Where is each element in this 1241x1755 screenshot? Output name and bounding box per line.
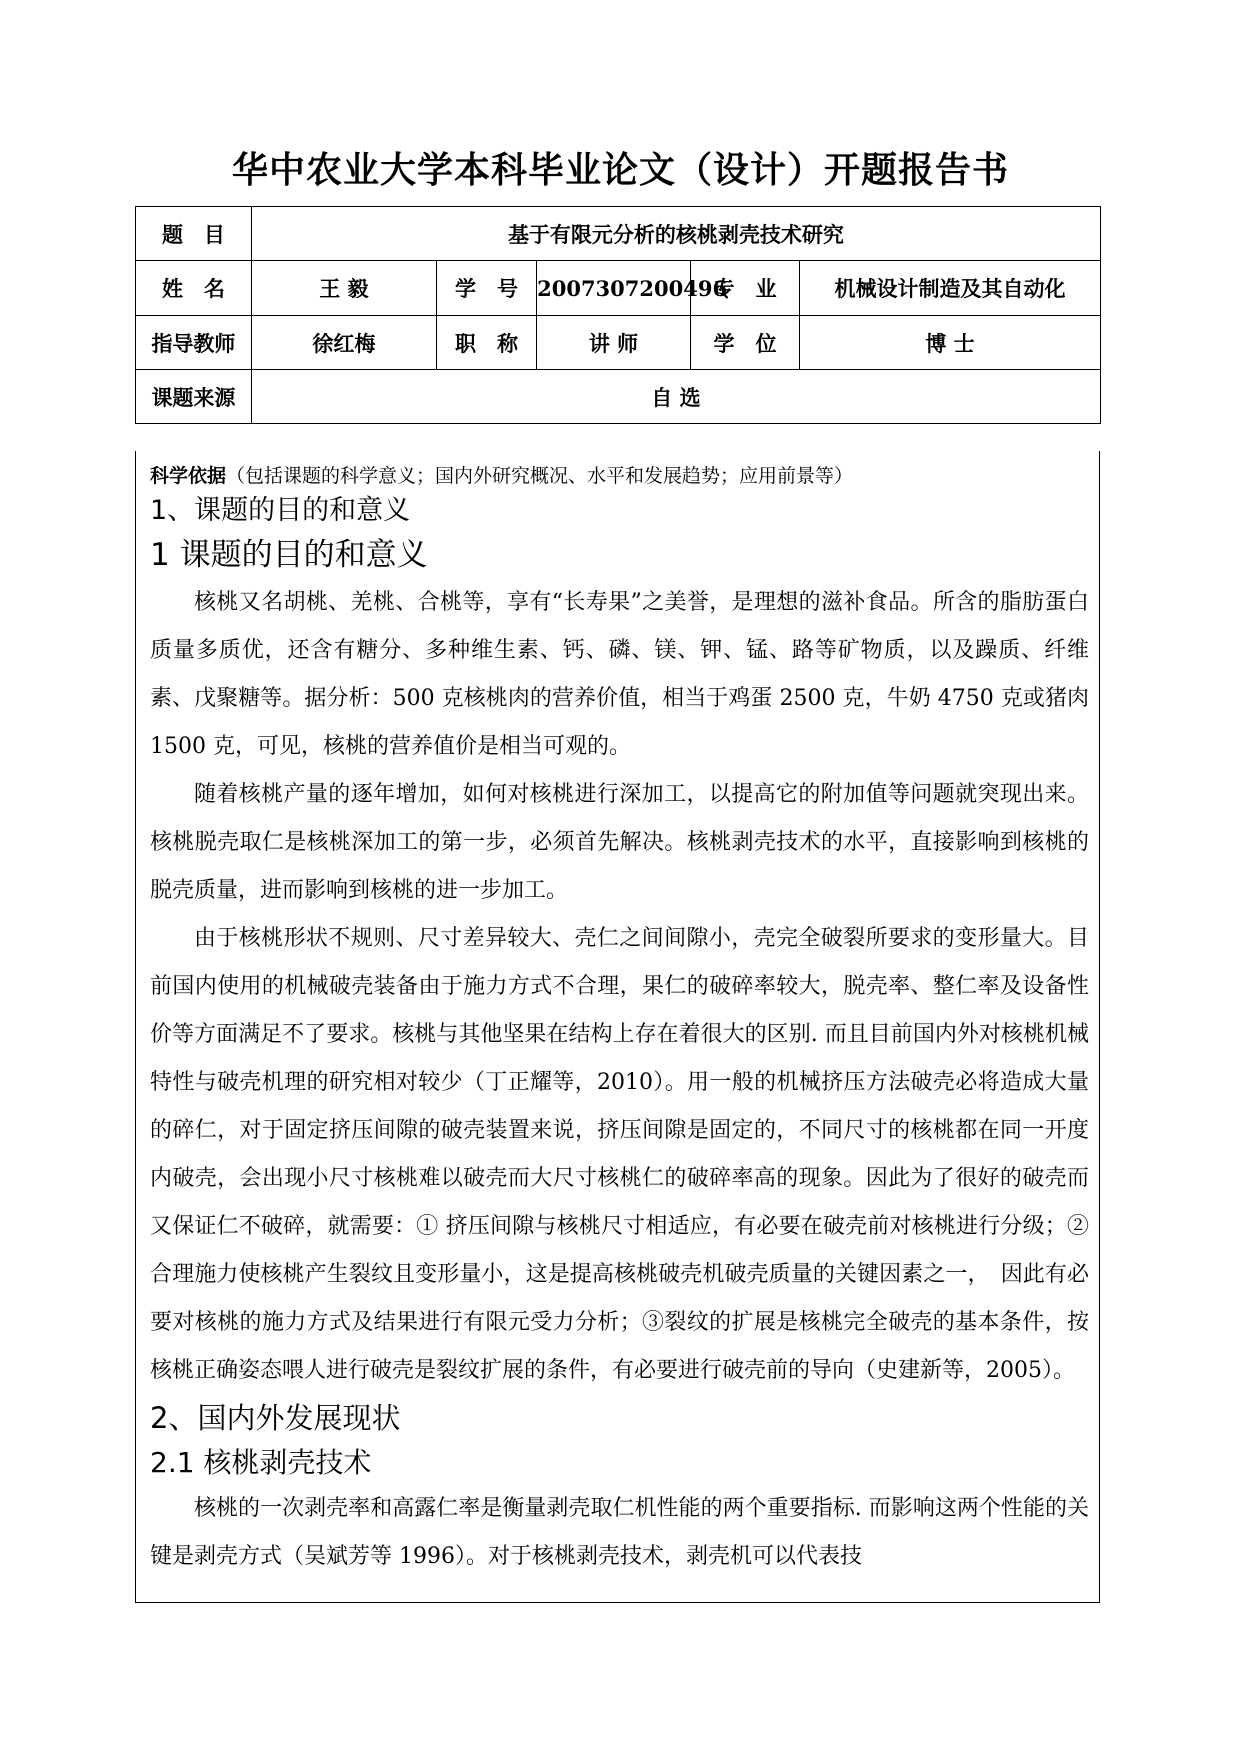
student-row: [136, 261, 1101, 316]
info-table: [135, 206, 1101, 424]
topic-label: 题 目: [136, 207, 252, 261]
degree-label: 学 位: [690, 316, 799, 370]
student-id-value: 2007307200496: [537, 261, 691, 316]
content-box: [135, 451, 1100, 1603]
document-title: 华中农业大学本科毕业论文（设计）开题报告书: [231, 150, 1009, 191]
heading-2: 2、国内外发展现状: [150, 1401, 401, 1435]
source-label: 课题来源: [136, 370, 252, 424]
advisor-label: 指导教师: [136, 316, 252, 370]
heading-1b: 1 课题的目的和意义: [150, 537, 428, 573]
student-id-label: 学 号: [436, 261, 536, 316]
major-value: 机械设计制造及其自动化: [800, 261, 1101, 316]
title-rank-value: 讲 师: [537, 316, 691, 370]
heading-2-1: 2.1 核桃剥壳技术: [150, 1446, 372, 1479]
title-rank-label: 职 称: [436, 316, 536, 370]
advisor-value: 徐红梅: [251, 316, 436, 370]
basis-label: 科学依据: [150, 465, 227, 487]
basis-note: （包括课题的科学意义；国内外研究概况、水平和发展趋势；应用前景等）: [226, 465, 854, 487]
paragraph-3: 由于核桃形状不规则、尺寸差异较大、壳仁之间间隙小，壳完全破裂所要求的变形量大。目前国内使用的机械破壳装备由于施力方式不合理，果仁的破碎率较大，脱壳率、整仁率及设备性价等方面满足不了要求。核桃与其他坚果在结构上存在着很大的区别. 而且目前国内外对核桃机械特性与破壳机理的研究相对较少（丁正耀等，2010）。用一般的机械挤压方法破壳必将造成大量的碎仁，对于固定挤压间隙的破壳装置来说，挤压间隙是固定的，不同尺寸的核桃都在同一开度内破壳，会出现小尺寸核桃难以破壳而大尺寸核桃仁的破碎率高的现象。因此为了很好的破壳而又保证仁不破碎，就需要：① 挤压间隙与核桃尺寸相适应，有必要在破壳前对核桃进行分级；②合理施力使核桃产生裂纹且变形量小，这是提高核桃破壳机破壳质量的关键因素之一， 因此有必要对核桃的施力方式及结果进行有限元受力分析；③裂纹的扩展是核桃完全破壳的基本条件，按核桃正确姿态喂人进行破壳是裂纹扩展的条件，有必要进行破壳前的导向（史建新等，2005）。: [150, 926, 1089, 1383]
basis-line: [150, 463, 1099, 489]
topic-row: [136, 207, 1101, 261]
name-label: 姓 名: [136, 261, 252, 316]
paragraph-1: 核桃又名胡桃、羌桃、合桃等，享有“长寿果”之美誉，是理想的滋补食品。所含的脂肪蛋白质量多质优，还含有糖分、多种维生素、钙、磷、镁、钾、锰、路等矿物质，以及躁质、纤维素、戊聚糖等。据分析：500 克核桃肉的营养价值，相当于鸡蛋 2500 克，牛奶 4750 克或猪肉 1500 克，可见，核桃的营养值价是相当可观的。: [150, 590, 1089, 759]
advisor-row: [136, 316, 1101, 370]
paragraph-2: 随着核桃产量的逐年增加，如何对核桃进行深加工，以提高它的附加值等问题就突现出来。核桃脱壳取仁是核桃深加工的第一步，必须首先解决。核桃剥壳技术的水平，直接影响到核桃的脱壳质量，进而影响到核桃的进一步加工。: [150, 782, 1089, 903]
degree-value: 博 士: [800, 316, 1101, 370]
source-row: [136, 370, 1101, 424]
heading-1a: 1、课题的目的和意义: [150, 495, 411, 526]
source-value: 自 选: [251, 370, 1100, 424]
name-value: 王 毅: [251, 261, 436, 316]
paragraph-4: 核桃的一次剥壳率和高露仁率是衡量剥壳取仁机性能的两个重要指标. 而影响这两个性能的关键是剥壳方式（吴斌芳等 1996）。对于核桃剥壳技术，剥壳机可以代表技: [150, 1496, 1089, 1569]
major-label: 专 业: [690, 261, 799, 316]
topic-value: 基于有限元分析的核桃剥壳技术研究: [251, 207, 1100, 261]
